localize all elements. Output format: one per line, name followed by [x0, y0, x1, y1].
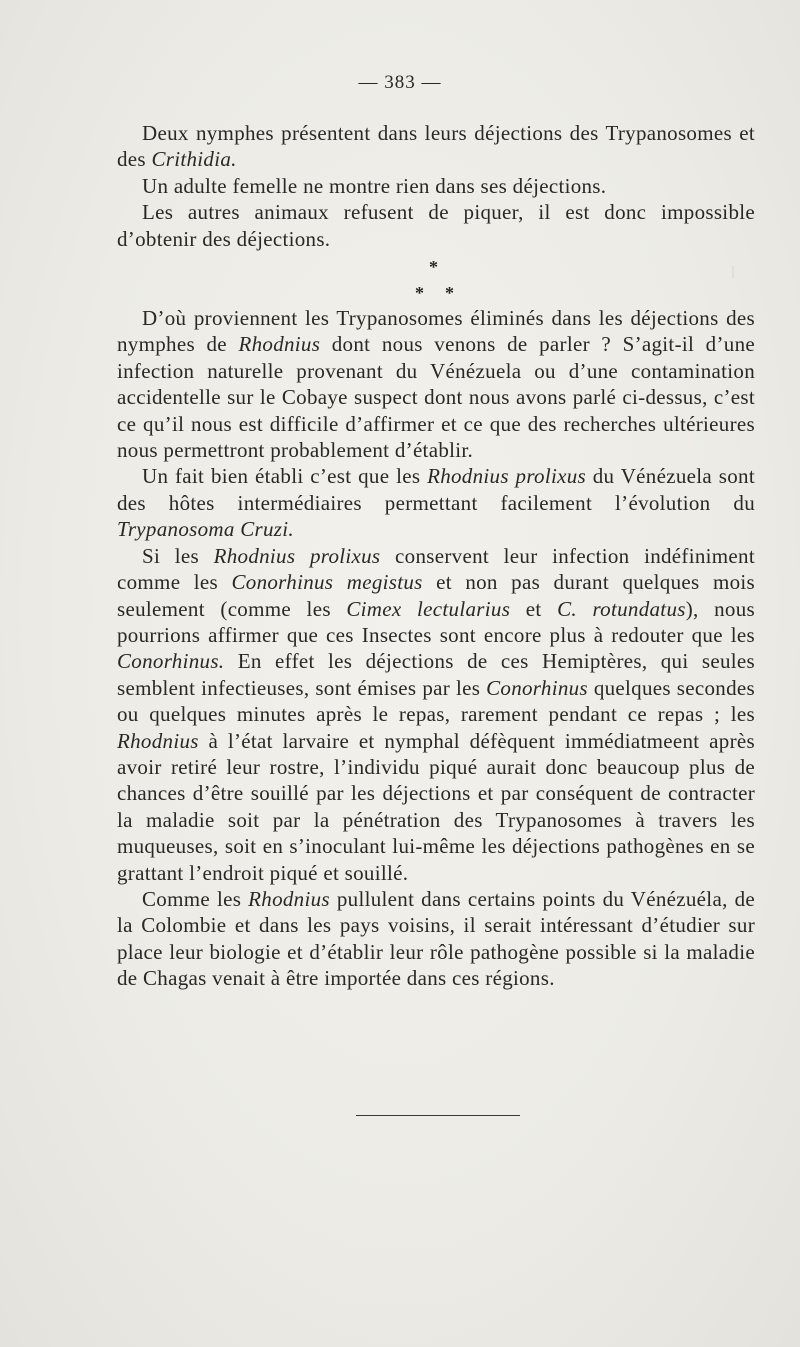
paragraph — [117, 463, 755, 542]
italic-term: Conorhinus — [486, 675, 588, 700]
italic-term: Rhodnius — [248, 886, 330, 911]
text-run: et non pas durant quelques mois seulement (comme les — [117, 570, 755, 621]
italic-term: Conorhinus. — [117, 649, 225, 674]
text-run: quelques secondes ou quelques minutes après le repas, rarement pendant ce repas ; les — [117, 675, 755, 727]
page-number: — 383 — — [358, 72, 442, 93]
asterism-star-bottom-left: * — [415, 283, 425, 304]
paragraphs-after-break — [117, 305, 755, 992]
asterism-star-bottom-right: * — [445, 283, 455, 304]
text-run: En effet les déjections de ces Hemiptères, qui seules semblent infectieuses, sont émises par les — [117, 649, 755, 700]
closing-rule — [356, 1115, 520, 1116]
asterism-star-top: * — [429, 257, 439, 278]
italic-term: Cimex lectularius — [346, 596, 511, 621]
italic-term: Crithidia. — [151, 147, 237, 172]
asterism — [117, 252, 755, 305]
italic-term: Rhodnius prolixus — [427, 464, 586, 489]
paragraph — [117, 120, 755, 173]
body-text — [117, 120, 755, 992]
text-run: à l’état larvaire et nymphal défèquent immédiatmeent après avoir retiré leur rostre, l’individu piqué aurait donc beaucoup plus de chances d’être souillé par les déjections et par conséquent de contracter la maladie soit par la pénétration des Trypanosomes à travers les muqueuses, soit en s’inoculant lui-même les déjections pathogènes en se grattant l’endroit piqué et souillé. — [117, 728, 755, 885]
paragraph — [117, 173, 755, 199]
text-run: pullulent dans certains points du Vénézuéla, de la Colombie et dans les pays voisins, il serait intéressant d’étudier sur place leur biologie et d’établir leur rôle pathogène possible si la maladie de Chagas venait à être importée dans ces régions. — [117, 886, 755, 991]
paragraph — [117, 305, 755, 463]
show-through-text: I — [730, 262, 736, 282]
italic-term: Trypanosoma Cruzi. — [117, 517, 294, 542]
paragraph — [117, 886, 755, 992]
text-run: Un adulte femelle ne montre rien dans ses déjections. — [142, 173, 607, 198]
text-run: du Vénézuela sont des hôtes intermédiaires permettant facilement l’évolution du — [117, 464, 755, 515]
italic-term: Rhodnius — [238, 332, 321, 357]
italic-term: C. rotundatus — [557, 596, 686, 621]
text-run: conservent leur infection indéfiniment comme les — [117, 543, 755, 595]
italic-term: Rhodnius prolixus — [213, 543, 381, 568]
text-run: D’où proviennent les Trypanosomes éliminés dans les déjections des nymphes de — [117, 306, 755, 357]
text-run: Deux nymphes présentent dans leurs déjections des Trypanosomes et des — [117, 121, 755, 172]
text-run: dont nous venons de parler ? S’agit-il d’une infection naturelle provenant du Vénézuela ou d’une contamination accidentelle sur le Cobaye suspect dont nous avons parlé ci-dessus, c’est ce qu’il nous est difficile d’affirmer et ce que des recherches ultérieures nous permettront probablement d’établir. — [117, 332, 755, 463]
italic-term: Rhodnius — [117, 728, 199, 753]
text-run: Si les — [142, 543, 214, 568]
paragraph — [117, 199, 755, 252]
paragraph — [117, 543, 755, 886]
text-run: Un fait bien établi c’est que les — [142, 464, 428, 489]
text-run: ), nous pourrions affirmer que ces Insectes sont encore plus à redouter que les — [117, 596, 755, 647]
italic-term: Conorhinus megistus — [231, 570, 423, 595]
text-run: et — [510, 596, 558, 621]
paragraphs-before-break — [117, 120, 755, 252]
text-run: Comme les — [142, 886, 249, 911]
text-run: Les autres animaux refusent de piquer, il est donc impossible d’obtenir des déjections. — [117, 200, 755, 251]
